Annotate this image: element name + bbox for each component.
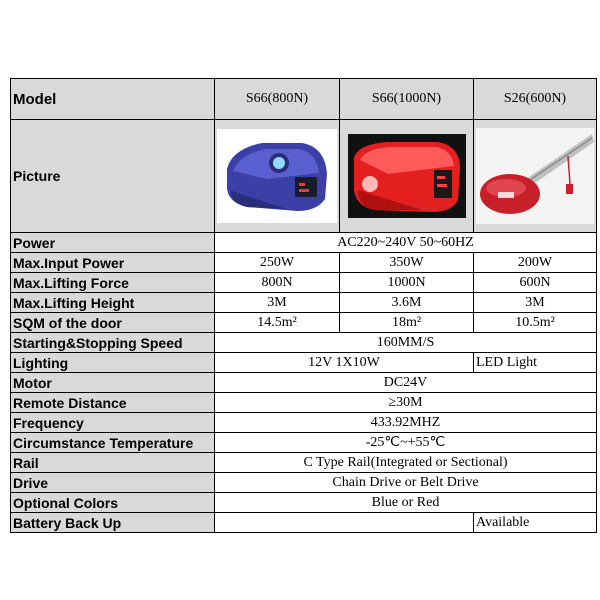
- temperature-label: Circumstance Temperature: [11, 433, 215, 453]
- sqm-value-2: 18m²: [340, 313, 474, 333]
- sqm-value-3: 10.5m²: [474, 313, 597, 333]
- lifting-height-label: Max.Lifting Height: [11, 293, 215, 313]
- sqm-row: [11, 313, 597, 333]
- power-row: [11, 233, 597, 253]
- lifting-force-value-2: 1000N: [340, 273, 474, 293]
- remote-distance-row: [11, 393, 597, 413]
- speed-label: Starting&Stopping Speed: [11, 333, 215, 353]
- rail-label: Rail: [11, 453, 215, 473]
- remote-distance-value: ≥30M: [215, 393, 597, 413]
- frequency-value: 433.92MHZ: [215, 413, 597, 433]
- lifting-force-value-1: 800N: [215, 273, 340, 293]
- colors-row: [11, 493, 597, 513]
- remote-distance-label: Remote Distance: [11, 393, 215, 413]
- lifting-force-label: Max.Lifting Force: [11, 273, 215, 293]
- temperature-value: -25℃~+55℃: [215, 433, 597, 453]
- motor-value: DC24V: [215, 373, 597, 393]
- sqm-value-1: 14.5m²: [215, 313, 340, 333]
- header-row: [11, 79, 597, 120]
- frequency-row: [11, 413, 597, 433]
- lifting-height-value-1: 3M: [215, 293, 340, 313]
- lifting-height-value-3: 3M: [474, 293, 597, 313]
- lifting-height-row: [11, 293, 597, 313]
- input-power-row: [11, 253, 597, 273]
- battery-value-1: [215, 513, 474, 533]
- motor-row: [11, 373, 597, 393]
- picture-cell-1: [215, 120, 340, 233]
- colors-value: Blue or Red: [215, 493, 597, 513]
- lighting-value-1: 12V 1X10W: [215, 353, 474, 373]
- colors-label: Optional Colors: [11, 493, 215, 513]
- lighting-value-2: LED Light: [474, 353, 597, 373]
- battery-label: Battery Back Up: [11, 513, 215, 533]
- input-power-value-3: 200W: [474, 253, 597, 273]
- red-rail-opener-icon: [476, 128, 594, 224]
- model-s66-800n: S66(800N): [215, 79, 340, 120]
- model-s66-1000n: S66(1000N): [340, 79, 474, 120]
- power-value: AC220~240V 50~60HZ: [215, 233, 597, 253]
- sqm-label: SQM of the door: [11, 313, 215, 333]
- model-s26-600n: S26(600N): [474, 79, 597, 120]
- drive-row: [11, 473, 597, 493]
- drive-label: Drive: [11, 473, 215, 493]
- blue-opener-icon: [217, 129, 337, 223]
- frequency-label: Frequency: [11, 413, 215, 433]
- motor-label: Motor: [11, 373, 215, 393]
- rail-row: [11, 453, 597, 473]
- battery-row: [11, 513, 597, 533]
- speed-row: [11, 333, 597, 353]
- drive-value: Chain Drive or Belt Drive: [215, 473, 597, 493]
- lifting-height-value-2: 3.6M: [340, 293, 474, 313]
- input-power-value-1: 250W: [215, 253, 340, 273]
- lighting-row: [11, 353, 597, 373]
- temperature-row: [11, 433, 597, 453]
- lifting-force-row: [11, 273, 597, 293]
- input-power-label: Max.Input Power: [11, 253, 215, 273]
- picture-label: Picture: [11, 120, 215, 233]
- red-opener-icon: [348, 134, 466, 218]
- model-label: Model: [11, 79, 215, 120]
- power-label: Power: [11, 233, 215, 253]
- lighting-label: Lighting: [11, 353, 215, 373]
- battery-value-2: Available: [474, 513, 597, 533]
- input-power-value-2: 350W: [340, 253, 474, 273]
- picture-cell-2: [340, 120, 474, 233]
- speed-value: 160MM/S: [215, 333, 597, 353]
- picture-cell-3: [474, 120, 597, 233]
- rail-value: C Type Rail(Integrated or Sectional): [215, 453, 597, 473]
- lifting-force-value-3: 600N: [474, 273, 597, 293]
- spec-table: [10, 78, 597, 533]
- picture-row: [11, 120, 597, 233]
